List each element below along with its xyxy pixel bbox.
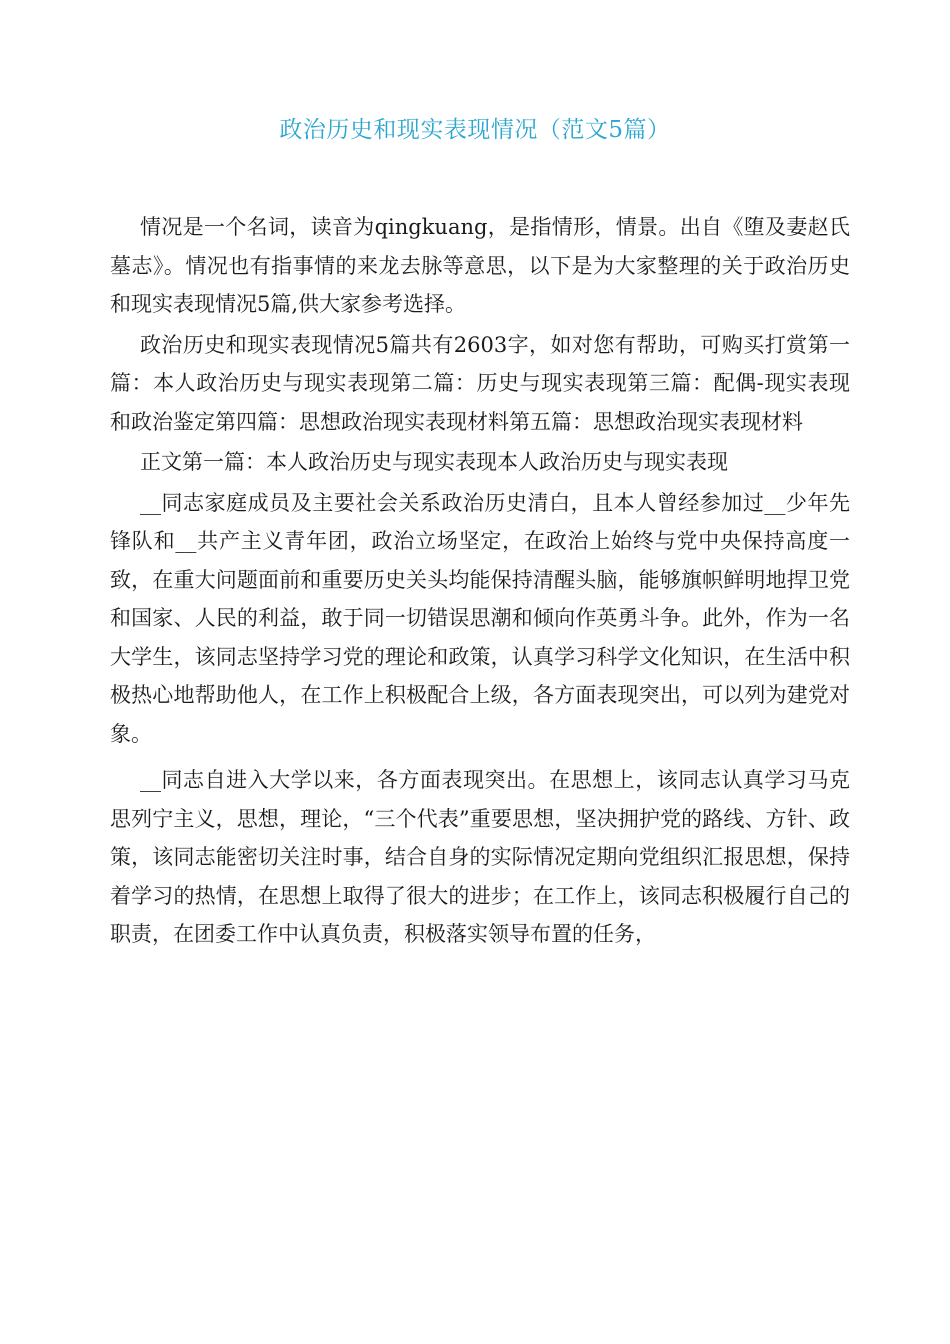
paragraph-intro: 情况是一个名词，读音为qingkuang，是指情形，情景。出自《堕及妻赵氏墓志》。情况也有指事情的来龙去脉等意思，以下是为大家整理的关于政治历史和现实表现情况5篇,供大家参考选择。 [110,215,850,316]
paragraph-body-1: __同志家庭成员及主要社会关系政治历史清白，且本人曾经参加过__少年先锋队和__共产主义青年团，政治立场坚定，在政治上始终与党中央保持高度一致，在重大问题面前和重要历史关头均能保持清醒头脑，能够旗帜鲜明地捍卫党和国家、人民的利益，敢于同一切错误思潮和倾向作英勇斗争。此外，作为一名大学生，该同志坚持学习党的理论和政策，认真学习科学文化知识，在生活中积极热心地帮助他人，在工作上积极配合上级，各方面表现突出，可以列为建党对象。 [110,490,850,746]
paragraph-summary: 政治历史和现实表现情况5篇共有2603字，如对您有帮助，可购买打赏第一篇：本人政治历史与现实表现第二篇：历史与现实表现第三篇：配偶-现实表现和政治鉴定第四篇：思想政治现实表现材料第五篇：思想政治现实表现材料 [110,332,850,434]
paragraph-section-heading: 正文第一篇：本人政治历史与现实表现本人政治历史与现实表现 [140,450,728,474]
paragraph-body-2: __同志自进入大学以来，各方面表现突出。在思想上，该同志认真学习马克思列宁主义，思想，理论，“三个代表”重要思想，坚决拥护党的路线、方针、政策，该同志能密切关注时事，结合自身的实际情况定期向党组织汇报思想，保持着学习的热情，在思想上取得了很大的进步；在工作上，该同志积极履行自己的职责，在团委工作中认真负责，积极落实领导布置的任务， [110,768,850,946]
document-title: 政治历史和现实表现情况（范文5篇） [279,117,671,143]
document-body [110,208,850,954]
